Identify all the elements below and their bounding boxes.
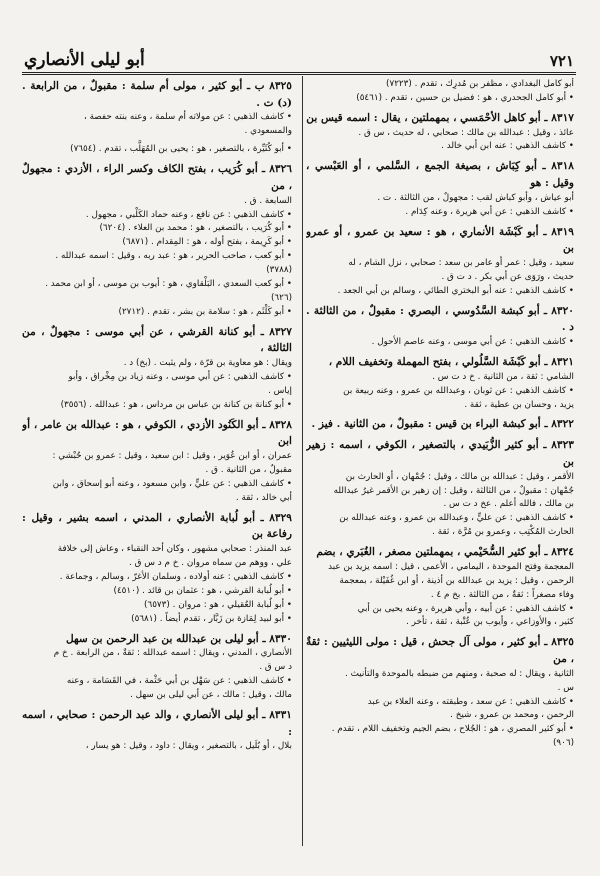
entry-line: • أبو كنانة بن كنانة بن عباس بن مرداس ، هو : عبدالله . (٣٥٥٦): [60, 399, 292, 410]
entry-heading: ٨٣١٨ ـ أبو كِبَاش ، بصيغة الجمع ، السَّلمي ، أو العَبْسي ، وقيل : هو: [306, 160, 574, 190]
entry-line: مقبولٌ ، من الثانية . ق .: [205, 465, 292, 476]
entry-line: عبد المنذر : صحابي مشهور ، وكان أحد النقباء ، وعاش إلى خلافة: [57, 544, 292, 555]
entry-line: الرحمن ، ومحمد بن عمرو ، شيخ .: [450, 710, 574, 721]
biography-entry: [306, 634, 574, 751]
entry-line: (٣٧٨٨): [266, 265, 292, 276]
entry-line: • أبو لبيد لِمَازة بن زَبَّار ، تقدم أيضاً . (٥٦٨١): [131, 613, 292, 624]
entry-line: بلال ، أو بُلَيل ، بالتصغير ، ويقال : داود ، وقيل : هو يسار ،: [85, 741, 292, 752]
biography-entry: [306, 78, 574, 106]
entry-heading: ٨٣٢٥ ـ أبو كثير ، مولى آل جحش ، قيل : مولى الليثيين : ثقةٌ ، من: [306, 636, 574, 666]
entry-line: جُمْهان : مقبولٌ ، من الثالثة ، وقيل : إن زهير بن الأقمر غيرُ عبدالله: [333, 485, 574, 496]
entry-heading: ٨٣٢١ ـ أبو كَبْشَة السَّلُولي ، بفتح المهملة وتخفيف اللام ،: [328, 356, 574, 369]
entry-line: • أبو كُرَيب ، بالتصغير ، هو : محمد بن العلاء . (٦٢٠٤): [99, 223, 292, 234]
entry-line: د س ق .: [259, 662, 292, 673]
entry-line: ويقال : هو معاوية بن قرّة ، ولم يثبت . (بخ) د .: [123, 358, 292, 369]
entry-heading: ٨٣٢٩ ـ أبو لُبابة الأنصاري ، المدني ، اسمه بشير ، وقيل : رفاعة بن: [22, 511, 292, 541]
entry-line: إياس .: [268, 385, 292, 396]
entry-heading: ٨٣١٩ ـ أبو كَبْشَة الأنماري ، هو : سعيد بن عمرو ، أو عمرو بن: [306, 225, 574, 255]
entry-line: الأقمر ، وقيل : عبدالله بن مالك ، وقيل : جُمْهان ، أو الحارث بن: [345, 471, 574, 482]
entry-line: س .: [557, 682, 574, 693]
entry-heading: ٨٣٢٥ ب ـ أبو كثير ، مولى أم سلمة : مقبولٌ ، من الرابعة . (د) ت .: [22, 80, 292, 109]
biography-entry: [306, 437, 574, 540]
column-separator: [302, 76, 303, 846]
biography-entry: [22, 417, 292, 506]
biography-entry: [306, 544, 574, 630]
entry-line: • كاشف الذهبي : عن أبي موسى ، وعنه زياد بن مِخْراق ، وأبو: [68, 371, 292, 382]
biography-entry: [22, 143, 292, 157]
entry-line: • كاشف الذهبي : عن عليٍّ ، وابن مسعود ، وعنه أبو إسحاق ، وابن: [52, 478, 292, 489]
entry-heading: ٨٣٢٠ ـ أبو كبشة السَّدُوسي ، البصري : مقبولٌ ، من الثالثة . د .: [306, 304, 574, 334]
entry-line: • أبو لُبابة القرشي ، هو : عثمان بن قائد . (٤٥١٠): [113, 585, 292, 596]
entry-line: • أبو كعب ، صاحب الحرير ، هو : عبد ربه ، وقيل : اسمه عبدالله .: [55, 251, 292, 262]
entry-line: علي ، ووهم من سماه مروان . خ م د س ق .: [129, 558, 292, 569]
entry-line: • كاشف الذهبي : عن نافع ، وعنه حماد الكَلْبي ، مجهول .: [85, 209, 292, 220]
entry-line: مالك ، وقيل : مالك ، عن أبي ليلى بن سهل .: [130, 689, 292, 700]
page-header: [24, 44, 574, 70]
entry-line: أبي خالد ، ثقة .: [235, 492, 292, 503]
entry-line: • أبو كَلْثَم ، هو : سلامة بن بشر ، تقدم . (٢٧١٢): [118, 306, 292, 317]
biography-entry: [22, 161, 292, 319]
biography-entry: [22, 78, 292, 139]
entry-line: • كاشف الذهبي : عن أبيه ، وأبي هريرة ، وعنه يحيى بن أبي: [357, 603, 574, 614]
entry-line: • أبو كُثَيِّرة ، بالتصغير ، هو : يحيى بن المُهَلَّب ، تقدم . (٧٦٥٤): [70, 144, 292, 155]
entry-heading: ٨٣٢٣ ـ أبو كثير الزُّبَيدي ، بالتصغير ، الكوفي ، اسمه : زهير بن: [306, 439, 574, 468]
entry-line: المعجمة وفتح الموحدة ، اليمامي ، الأعمى ، قيل : اسمه يزيد بن عبد: [328, 561, 574, 572]
entry-heading: ٨٣٢٧ ـ أبو كنانة القرشي ، عن أبي موسى : مجهولٌ ، من الثالثة ،: [22, 325, 292, 355]
entry-line: • كاشف الذهبي : عنه ابن أبي خالد .: [441, 141, 574, 152]
entry-line: • كاشف الذهبي : عن عليٍّ ، وعبدالله بن عمرو ، وعنه عبدالله بن: [339, 513, 574, 524]
entry-line: • كاشف الذهبي : عن سعد ، وطبقته ، وعنه العلاء بن عبد: [367, 696, 574, 707]
running-title: أبو ليلى الأنصاري: [24, 50, 145, 70]
entry-heading: ٨٣٢٢ ـ أبو كبشة البراء بن قيس : مقبولٌ ، من الثانية . فيز .: [311, 418, 574, 431]
entry-line: عائذ ، وقيل : عبدالله بن مالك : صحابي ، له حديث ، س ق .: [358, 127, 574, 138]
entry-line: (٩٠٦): [552, 738, 574, 749]
biography-entry: [306, 416, 574, 433]
biography-entry: [306, 158, 574, 219]
entry-line: السابعة . ق .: [244, 195, 292, 206]
entry-line: عمران ، أو ابن عُوَير ، وقيل : ابن سعيد ، وقيل : عمرو بن حُبْشي :: [52, 451, 292, 462]
entry-line: (٦٢٦): [270, 292, 292, 303]
entry-line: • كاشف الذهبي : عن مولاته أم سلمة ، وعنه بنته حفصة ،: [83, 112, 292, 123]
right-column: [306, 78, 574, 846]
entry-heading: ٨٣٢٨ ـ أبو الكَنُود الأزدي ، الكوفي ، هو : عبدالله بن عامر ، أو ابن: [22, 418, 292, 448]
entry-line: • أبو كثير المصري ، هو : الجُلاح ، بضم الجيم وتخفيف اللام ، تقدم .: [331, 724, 574, 735]
entry-line: • كاشف الذهبي : عن ثوبان ، وعبدالله بن عمرو ، وعنه ربيعة بن: [343, 385, 574, 396]
entry-line: أبو كامل البغدادي ، مظفر بن مُدرِك ، تقدم . (٧٢٢٣): [386, 79, 574, 89]
entry-line: • أبو كَرِيمة ، بفتح أوله ، هو : المِقدام . (٦٨٧١): [122, 237, 292, 248]
entry-heading: ٨٣٢٦ ـ أبو كُرَيب ، بفتح الكاف وكسر الراء ، الأزدي : مجهولٌ ، من: [22, 163, 292, 192]
entry-line: • أبو كامل الجحدري ، هو : فضيل بن حسين ، تقدم . (٥٤٦١): [356, 92, 574, 103]
entry-heading: ٨٣٣١ ـ أبو ليلى الأنصاري ، والد عبد الرحمن : صحابي ، اسمه :: [22, 708, 292, 738]
entry-line: وفاء مصغراً : ثقةٌ ، من الثالثة . بخ م ٤ .: [430, 589, 574, 600]
entry-line: حديث ، ورَوَى عن أبي بكر . د ت ق .: [441, 271, 574, 282]
entry-line: • كاشف الذهبي : عن أبي هريرة ، وعنه كِدَام .: [405, 206, 574, 217]
entry-line: الثانية ، ويقال : له صحبة ، ومنهم من ضبطه بالموحدة والتأنيث .: [345, 668, 574, 679]
entry-line: الشامي : ثقة ، من الثانية . خ د ت س .: [432, 371, 574, 382]
header-rule: [22, 72, 576, 75]
entry-line: يزيد ، وحسان بن عطية ، ثقة .: [464, 399, 574, 410]
biography-entry: [22, 324, 292, 413]
entry-line: الحارث المُكْتِب ، وعمرو بن مُرَّة ، ثقة .: [432, 527, 574, 538]
entry-line: أبو عياش ، وأبو كباش لقب : مجهولٌ ، من الثالثة . ت .: [377, 192, 574, 203]
entry-line: سعيد ، وقيل : عمر أو عامر بن سعد : صحابي ، نزل الشام ، له: [348, 258, 574, 269]
entry-heading: ٨٣٢٤ ـ أبو كثير السُّحَيْمي ، بمهملتين مصغر ، الغُبَري ، بضم: [316, 546, 574, 559]
entry-line: • كاشف الذهبي : عنه أولاده ، وسلمان الأغرّ ، وسالم ، وجماعة .: [59, 571, 292, 582]
entry-line: كثير ، والأوزاعي ، وأيوب بن عُتْبة ، ثقة ، تأخر .: [406, 617, 574, 628]
entry-line: الرحمن ، وقيل : يزيد بن عبدالله بن أذينة ، أو ابن غُفَيْلة ، بمعجمة: [339, 575, 574, 586]
entry-line: والمسعودي .: [244, 126, 292, 137]
entry-line: • أبو لُبابة العُقيلي ، هو : مروان . (٦٥٧٣): [144, 599, 292, 610]
biography-entry: [306, 110, 574, 155]
biography-entry: [306, 303, 574, 350]
left-column: [22, 78, 292, 846]
entry-line: الأنصاري ، المدني ، ويقال : اسمه عبدالله : ثقةٌ ، من الرابعة . خ م: [53, 648, 292, 659]
entry-heading: ٨٣٣٠ ـ أبو ليلى بن عبدالله بن عبد الرحمن بن سهل: [66, 632, 292, 645]
biography-entry: [306, 224, 574, 299]
entry-heading: ٨٣١٧ ـ أبو كاهل الأحْمَسي ، بمهملتين ، يقال : اسمه قيس بن: [306, 111, 574, 124]
entry-line: • أبو كعب السعدي ، البَلْقاوي ، هو : أيوب بن موسى ، أو ابن محمد .: [45, 278, 292, 289]
biography-entry: [306, 354, 574, 412]
biography-entry: [22, 631, 292, 703]
entry-line: • كاشف الذهبي : عن سَهْل بن أبي حَثْمة ، في القَسَامة ، وعنه: [66, 676, 292, 687]
biography-entry: [22, 510, 292, 627]
entry-line: بن مالك ، فالله أعلم . عخ د ت س .: [443, 499, 574, 510]
entry-line: • كاشف الذهبي : عن أبي موسى ، وعنه عاصم الأحول .: [371, 337, 574, 348]
page-number: ٧٢١: [549, 52, 574, 70]
biography-entry: [22, 707, 292, 754]
entry-line: • كاشف الذهبي : عنه أبو البختري الطائي ، وسالم بن أبي الجعد .: [337, 285, 574, 296]
